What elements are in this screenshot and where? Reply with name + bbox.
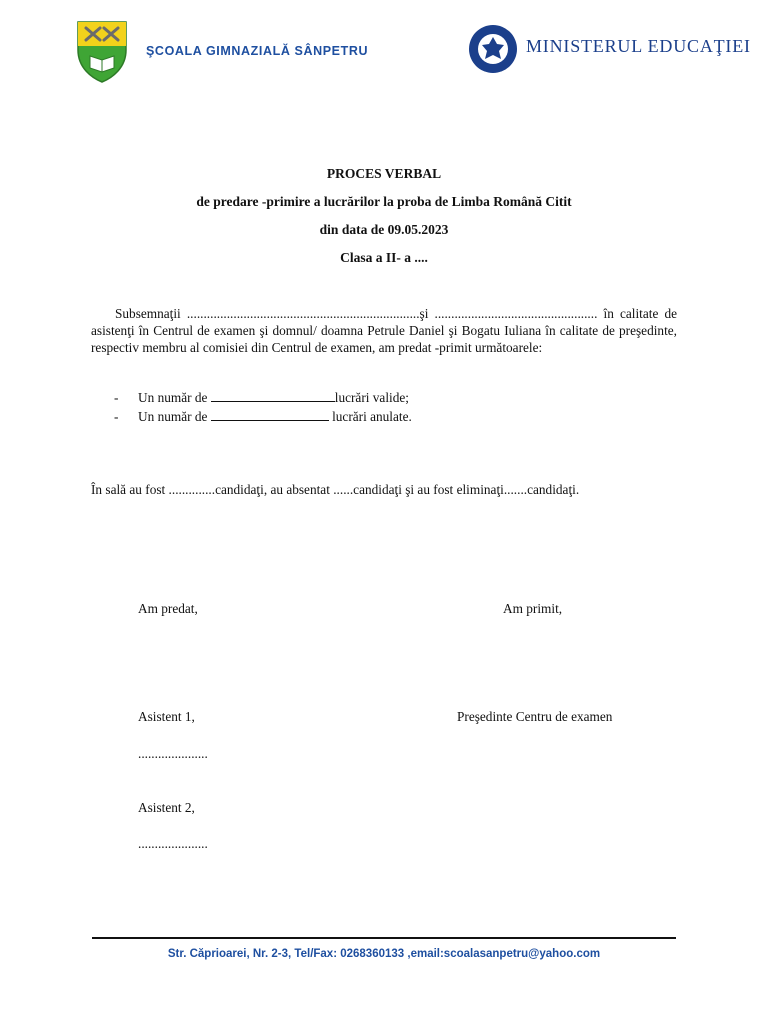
list-item-valid: - Un număr de lucrări valide;	[114, 390, 409, 405]
valid-count-blank	[211, 389, 335, 402]
assistant1-label: Asistent 1,	[138, 709, 195, 724]
para-start: Subsemnaţii ......................................................................şi .................................................	[115, 306, 598, 321]
school-crest-logo	[76, 20, 128, 84]
handed-label: Am predat,	[138, 601, 198, 616]
government-seal-logo	[468, 24, 518, 74]
hall-statistics: În sală au fost ..............candidaţi, au absentat ......candidaţi şi au fost eliminaţi.......candidaţi.	[91, 482, 580, 497]
president-label: Preşedinte Centru de examen	[457, 709, 613, 724]
school-name: ŞCOALA GIMNAZIALĂ SÂNPETRU	[146, 44, 369, 58]
footer-address: Str. Căprioarei, Nr. 2-3, Tel/Fax: 0268360133 ,email:scoalasanpetru@yahoo.com	[167, 948, 601, 960]
intro-paragraph	[91, 305, 677, 356]
assistant2-label: Asistent 2,	[138, 800, 195, 815]
document-subtitle: de predare -primire a lucrărilor la proba de Limba Română Citit	[196, 194, 572, 209]
footer-divider	[92, 937, 676, 939]
assistant2-signature-line: .....................	[138, 836, 208, 851]
ministry-name: MINISTERUL EDUCAŢIEI	[526, 36, 751, 56]
received-label: Am primit,	[503, 601, 563, 616]
document-date: din data de 09.05.2023	[319, 222, 449, 237]
annulled-count-blank	[211, 408, 329, 421]
document-title: PROCES VERBAL	[326, 166, 442, 181]
document-class: Clasa a II- a ....	[340, 250, 428, 265]
assistant1-signature-line: .....................	[138, 746, 208, 761]
para-rest: în calitate de asistenţi în Centrul de examen şi domnul/ doamna Petrule Daniel şi Bogatu Iuliana în calitate de preşedinte, respectiv membru al comisiei din Centrul de examen, am predat -primit următoarele:	[91, 306, 677, 355]
list-item-annulled: - Un număr de lucrări anulate.	[114, 409, 412, 424]
